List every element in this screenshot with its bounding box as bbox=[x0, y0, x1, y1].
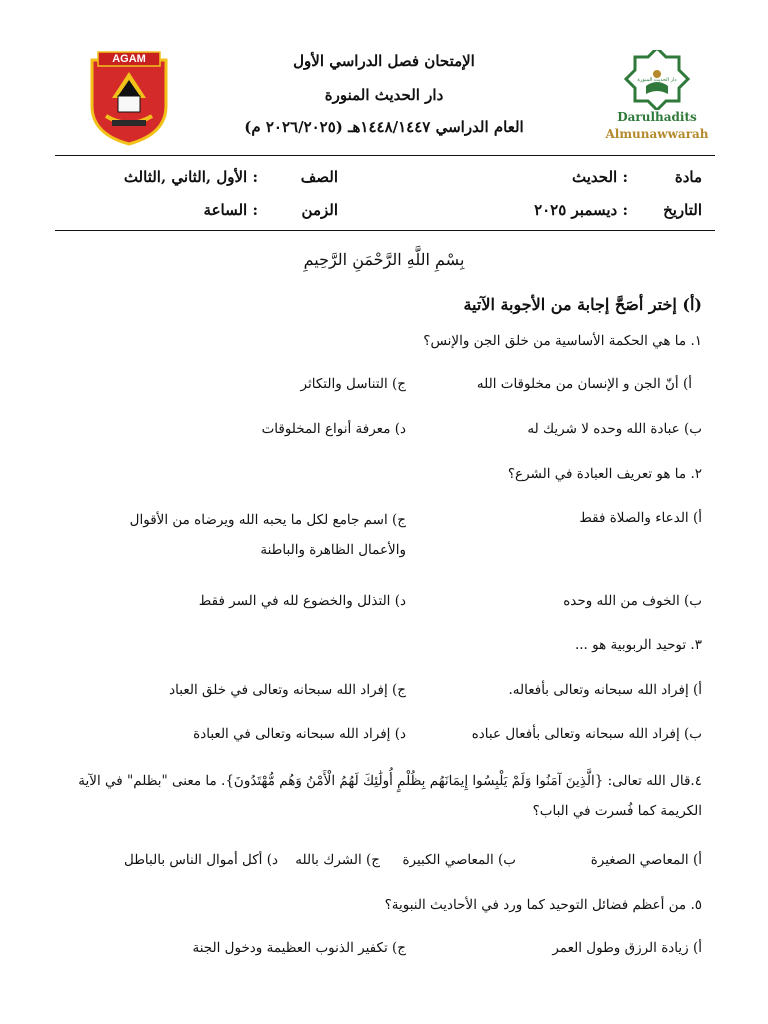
q4-option-a[interactable]: أ) المعاصي الصغيرة bbox=[590, 852, 702, 868]
q2-option-c[interactable]: ج) اسم جامع لكل ما يحبه الله ويرضاه من الأقوال والأعمال الظاهرة والباطنة bbox=[129, 512, 406, 558]
q2-option-a[interactable]: أ) الدعاء والصلاة فقط bbox=[579, 510, 702, 526]
section-a-title: (أ) إختر أصَحَّ إجابة من الأجوبة الآتية bbox=[463, 295, 702, 314]
time-label: الزمن bbox=[301, 201, 338, 219]
header-divider-top bbox=[55, 155, 715, 156]
q1-option-a[interactable]: أ) أنّ الجن و الإنسان من مخلوقات الله bbox=[476, 376, 692, 392]
question-1: ١. ما هي الحكمة الأساسية من خلق الجن والإنس؟ bbox=[423, 333, 702, 349]
date-label: التاريخ bbox=[663, 201, 702, 219]
q3-option-d[interactable]: د) إفراد الله سبحانه وتعالى في العبادة bbox=[193, 726, 406, 742]
class-value: : الأول ,الثاني ,الثالث bbox=[123, 168, 258, 186]
q5-option-a[interactable]: أ) زيادة الرزق وطول العمر bbox=[552, 940, 702, 956]
q4-option-c[interactable]: ج) الشرك بالله bbox=[295, 852, 380, 868]
agam-logo-text: AGAM bbox=[112, 53, 146, 65]
q3-option-b[interactable]: ب) إفراد الله سبحانه وتعالى بأفعال عباده bbox=[471, 726, 702, 742]
q3-option-a[interactable]: أ) إفراد الله سبحانه وتعالى بأفعاله. bbox=[508, 682, 702, 698]
question-2: ٢. ما هو تعريف العبادة في الشرع؟ bbox=[507, 466, 702, 482]
time-value: : الساعة bbox=[203, 201, 258, 219]
question-5: ٥. من أعظم فضائل التوحيد كما ورد في الأحاديث النبوية؟ bbox=[384, 897, 702, 913]
q5-option-c[interactable]: ج) تكفير الذنوب العظيمة ودخول الجنة bbox=[192, 940, 406, 956]
darulhadits-arabic-text: دار الحديث المنورة bbox=[637, 77, 677, 83]
date-value: : ديسمبر ٢٠٢٥ bbox=[534, 201, 628, 219]
subject-value: : الحديث bbox=[572, 168, 628, 186]
question-3: ٣. توحيد الربوبية هو ... bbox=[574, 637, 702, 653]
exam-title: الإمتحان فصل الدراسي الأول bbox=[293, 52, 475, 70]
academic-year: العام الدراسي ١٤٤٨/١٤٤٧هـ (٢٠٢٦/٢٠٢٥ م) bbox=[244, 118, 524, 136]
question-4: ٤.قال الله تعالى: {الَّذِينَ آمَنُوا وَلَمْ يَلْبِسُوا إِيمَانَهُم بِظُلْمٍ أُولَٰئِكَ لَهُمُ الْأَمْنُ وَهُم مُّهْتَدُونَ}. ما معنى "بظلم" في الآية الكريمة كما فُسرت في الباب؟ bbox=[78, 773, 702, 819]
q1-option-b[interactable]: ب) عبادة الله وحده لا شريك له bbox=[527, 421, 702, 437]
darulhadits-name-line1: Darulhadits bbox=[617, 110, 697, 124]
darulhadits-name-line2: Almunawwarah bbox=[605, 127, 709, 141]
q4-option-b[interactable]: ب) المعاصي الكبيرة bbox=[402, 852, 516, 868]
subject-label: مادة bbox=[674, 168, 702, 186]
header-divider-bottom bbox=[55, 230, 715, 231]
q2-option-d[interactable]: د) التذلل والخضوع لله في السر فقط bbox=[198, 593, 406, 609]
q2-option-b[interactable]: ب) الخوف من الله وحده bbox=[563, 593, 702, 609]
q1-option-c[interactable]: ج) التناسل والتكاثر bbox=[300, 376, 406, 392]
q4-option-d[interactable]: د) أكل أموال الناس بالباطل bbox=[123, 852, 278, 868]
q1-option-d[interactable]: د) معرفة أنواع المخلوقات bbox=[261, 421, 406, 437]
school-name: دار الحديث المنورة bbox=[324, 86, 444, 104]
basmala: بِسْمِ اللَّهِ الرَّحْمَنِ الرَّحِيمِ bbox=[303, 250, 465, 269]
class-label: الصف bbox=[300, 168, 338, 186]
q3-option-c[interactable]: ج) إفراد الله سبحانه وتعالى في خلق العباد bbox=[169, 682, 406, 698]
